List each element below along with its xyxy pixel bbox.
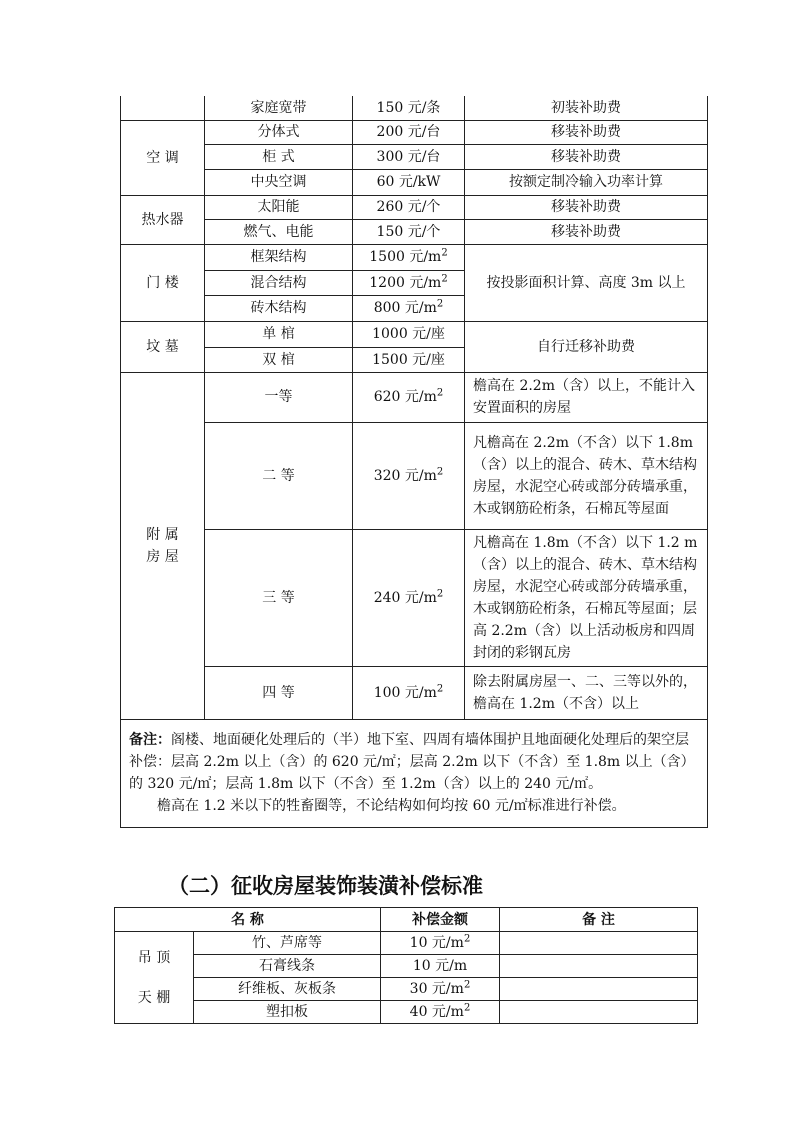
remark-label: 备注： — [129, 732, 171, 748]
remark-text-2: 檐高在 1.2 米以下的牲畜圈等，不论结构如何均按 60 元/㎡标准进行补偿。 — [157, 798, 626, 814]
price-cell: 10 元$/m^2$ — [381, 932, 500, 955]
item-cell: 燃气、电能 — [205, 219, 353, 244]
price-cell: 260 元/个 — [353, 195, 465, 219]
category-cell: 门 楼 — [121, 244, 205, 321]
header-amount: 补偿金额 — [381, 908, 500, 932]
note-cell: 移装补助费 — [465, 219, 708, 244]
price-cell: 100 元$/m^2$ — [353, 666, 465, 719]
price-cell: 620 元$/m^2$ — [353, 372, 465, 422]
price-cell: 320 元$/m^2$ — [353, 422, 465, 529]
category-line: 附 属 — [146, 526, 179, 543]
price-cell: 300 元/台 — [353, 144, 465, 169]
remark-row — [121, 719, 708, 827]
table-row — [121, 422, 708, 529]
item-cell: 砖木结构 — [205, 295, 353, 321]
price-cell: 60 元/kW — [353, 169, 465, 195]
category-cell: 坟 墓 — [121, 321, 205, 372]
category-cell — [115, 932, 194, 1024]
category-cell: 热水器 — [121, 195, 205, 244]
note-cell: 檐高在 2.2m（含）以上，不能计入安置面积的房屋 — [465, 372, 708, 422]
price-cell: 800 元$/m^2$ — [353, 295, 465, 321]
item-cell: 中央空调 — [205, 169, 353, 195]
decoration-table — [114, 907, 698, 1024]
table-row — [121, 244, 708, 270]
item-cell: 双 棺 — [205, 347, 353, 372]
table-row — [121, 666, 708, 719]
price-cell: 1500 元/座 — [353, 347, 465, 372]
table-row — [121, 96, 708, 120]
item-cell: 单 棺 — [205, 321, 353, 347]
item-cell: 石膏线条 — [194, 955, 381, 978]
item-cell: 框架结构 — [205, 244, 353, 270]
table-row — [121, 144, 708, 169]
price-cell: 1200 元$/m^2$ — [353, 270, 465, 295]
price-cell: 150 元/条 — [353, 96, 465, 120]
item-cell: 太阳能 — [205, 195, 353, 219]
item-cell: 家庭宽带 — [205, 96, 353, 120]
table-row — [121, 195, 708, 219]
price-cell: 1500 元$/m^2$ — [353, 244, 465, 270]
remark-cell — [121, 719, 708, 827]
price-cell: 10 元/m — [381, 955, 500, 978]
item-cell: 柜 式 — [205, 144, 353, 169]
table-row — [121, 120, 708, 144]
item-cell: 分体式 — [205, 120, 353, 144]
note-cell — [500, 978, 698, 1001]
item-cell: 纤维板、灰板条 — [194, 978, 381, 1001]
table-row — [115, 1001, 698, 1024]
note-cell: 除去附属房屋一、二、三等以外的，檐高在 1.2m（不含）以上 — [465, 666, 708, 719]
remark-text: 阁楼、地面硬化处理后的（半）地下室、四周有墙体围护且地面硬化处理后的架空层补偿：层高 2.2m 以上（含）的 620 元/㎡；层高 2.2m 以下（不含）至 1.8m 以上（含）的 320 元/㎡；层高 1.8m 以下（不含）至 1.2m（含）以上的 240 元/㎡。 — [129, 732, 695, 792]
note-cell — [500, 932, 698, 955]
section-title: （二）征收房屋装饰装潢补偿标准 — [168, 874, 483, 898]
header-row — [115, 908, 698, 932]
price-cell: 40 元$/m^2$ — [381, 1001, 500, 1024]
table-row — [115, 978, 698, 1001]
item-cell: 三 等 — [205, 529, 353, 666]
item-cell: 混合结构 — [205, 270, 353, 295]
item-cell: 二 等 — [205, 422, 353, 529]
category-cell: 空 调 — [121, 120, 205, 195]
compensation-table — [120, 96, 708, 828]
item-cell: 竹、芦席等 — [194, 932, 381, 955]
note-cell — [500, 955, 698, 978]
price-cell: 150 元/个 — [353, 219, 465, 244]
header-note: 备 注 — [500, 908, 698, 932]
category-cell — [121, 372, 205, 719]
item-cell: 四 等 — [205, 666, 353, 719]
note-cell: 凡檐高在 1.8m（不含）以下 1.2 m（含）以上的混合、砖木、草木结构房屋，水泥空心砖或部分砖墙承重，木或钢筋砼桁条，石棉瓦等屋面；层高 2.2m（含）以上活动板房和四周封闭的彩钢瓦房 — [465, 529, 708, 666]
note-cell: 按额定制冷输入功率计算 — [465, 169, 708, 195]
price-cell: 30 元$/m^2$ — [381, 978, 500, 1001]
table-row — [115, 955, 698, 978]
header-name: 名 称 — [115, 908, 381, 932]
item-cell: 塑扣板 — [194, 1001, 381, 1024]
note-cell: 凡檐高在 2.2m（不含）以下 1.8m（含）以上的混合、砖木、草木结构房屋，水泥空心砖或部分砖墙承重，木或钢筋砼桁条，石棉瓦等屋面 — [465, 422, 708, 529]
category-cell — [121, 96, 205, 120]
table-row — [121, 219, 708, 244]
price-cell: 200 元/台 — [353, 120, 465, 144]
note-cell: 移装补助费 — [465, 120, 708, 144]
note-cell: 移装补助费 — [465, 195, 708, 219]
table-row — [121, 169, 708, 195]
note-cell: 自行迁移补助费 — [465, 321, 708, 372]
table-row — [115, 932, 698, 955]
note-cell: 初装补助费 — [465, 96, 708, 120]
price-cell: 1000 元/座 — [353, 321, 465, 347]
category-line: 房 屋 — [146, 548, 179, 565]
note-cell: 按投影面积计算、高度 3m 以上 — [465, 244, 708, 321]
table-row — [121, 321, 708, 347]
item-cell: 一等 — [205, 372, 353, 422]
table-row — [121, 529, 708, 666]
note-cell: 移装补助费 — [465, 144, 708, 169]
category-line: 天 棚 — [137, 989, 171, 1006]
price-cell: 240 元$/m^2$ — [353, 529, 465, 666]
category-line: 吊 顶 — [137, 949, 171, 966]
note-cell — [500, 1001, 698, 1024]
table-row — [121, 372, 708, 422]
